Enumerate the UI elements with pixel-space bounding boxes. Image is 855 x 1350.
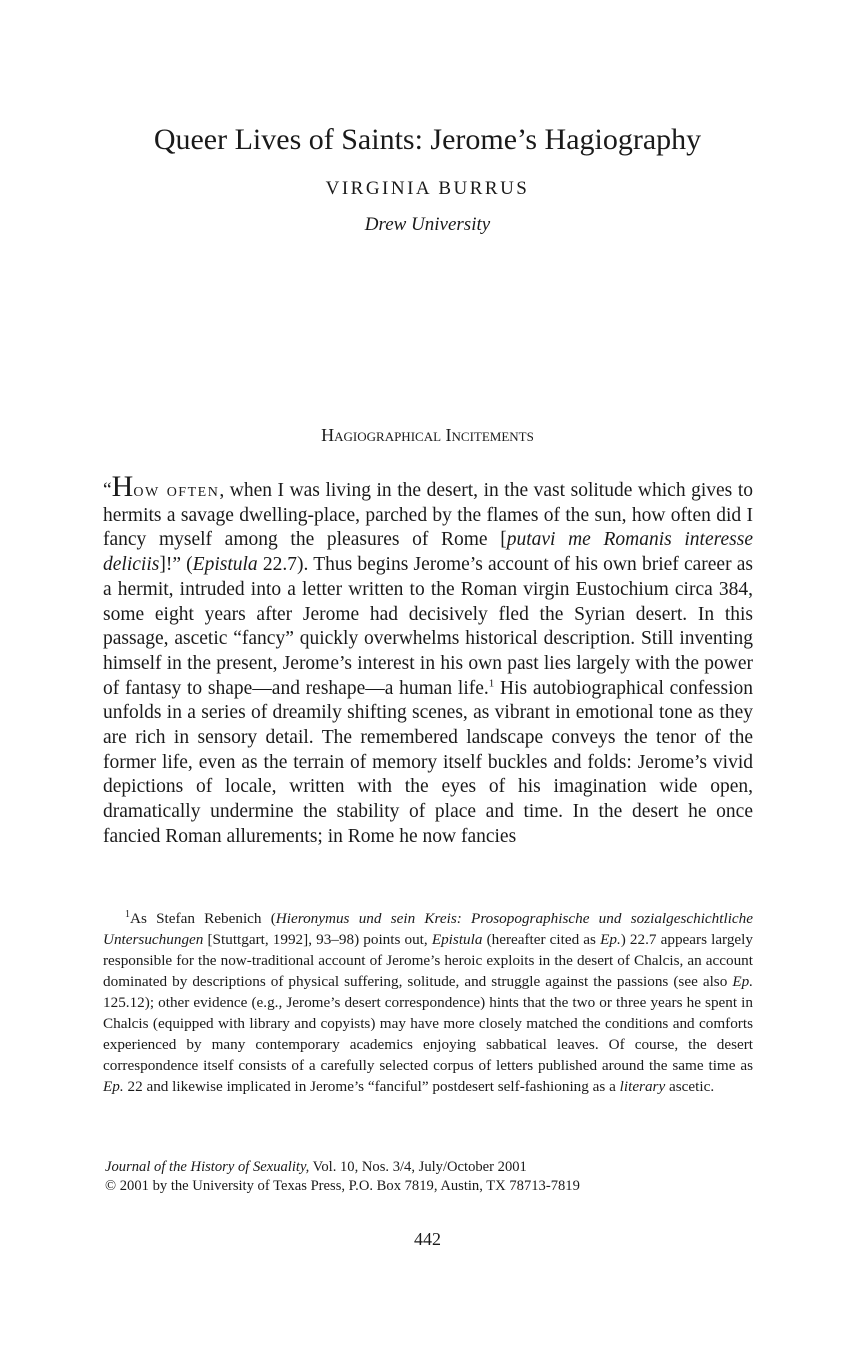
footnote-text: 125.12); other evidence (e.g., Jerome’s desert correspondence) hints that the two or three years he spent in Chalcis (equipped with library and copyists) may have more closely matched the conditions and comforts experienced by many contemporary academics enjoying sabbatical leaves. Of course, the desert correspondence itself consists of a carefully selected corpus of letters published around the same time as (103, 994, 753, 1074)
footnote-text: 22 and likewise implicated in Jerome’s “fanciful” postdesert self-fashioning as a (123, 1078, 620, 1095)
journal-details: Vol. 10, Nos. 3/4, July/October 2001 (309, 1159, 527, 1175)
body-paragraph (103, 470, 753, 850)
footnote-marker[interactable]: 1 (488, 677, 495, 690)
footnote-text: ascetic. (665, 1078, 715, 1095)
cited-work-title: Ep. (103, 1078, 124, 1095)
footnote (103, 908, 753, 1097)
body-text-segment: ]!” ( (159, 554, 193, 576)
footnote-text: ) 22.7 appears largely responsible for the now-traditional account of Jerome’s heroic exploits in the desert of Chalcis, an account dominated by descriptions of physical suffering, solitude, and struggle against the passions (see also (103, 931, 753, 990)
section-heading: Hagiographical Incitements (321, 425, 534, 445)
journal-citation (105, 1158, 755, 1177)
footnote-text: (hereafter cited as (482, 931, 601, 948)
body-text-segment: , when I was living in the desert, in the vast solitude which gives to hermits a savage dwelling-place, parched by the flames of the sun, how often did I fancy myself among the pleasures of Rome [ (103, 480, 753, 551)
cited-work-title: Ep. (600, 931, 621, 948)
footnote-number: 1 (125, 908, 130, 920)
footnote-text: As Stefan Rebenich ( (130, 910, 276, 927)
body-text-segment: His autobiographical confession unfolds in a series of dreamily shifting scenes, as vibrant in emotional tone as they are rich in sensory detail. The remembered landscape conveys the tenor of the former life, even as the terrain of memory itself buckles and folds: Jerome’s vivid depictions of locale, written with the eyes of his imagination wide open, dramatically undermine the stability of place and time. In the desert he once fancied Roman allurements; in Rome he now fancies (103, 677, 753, 847)
cited-work-title: Hieronymus und sein Kreis: Prosopographische und sozialgeschichtliche Untersuchungen (103, 910, 754, 948)
drop-letter: H (111, 470, 134, 503)
cited-work-title: Epistula (431, 931, 483, 948)
copyright-line: © 2001 by the University of Texas Press, P.O. Box 7819, Austin, TX 78713-7819 (105, 1178, 580, 1194)
page-number: 442 (414, 1229, 441, 1249)
author-name: VIRGINIA BURRUS (325, 178, 530, 199)
body-text-segment: 22.7). Thus begins Jerome’s account of his own brief career as a hermit, intruded into a letter written to the Roman virgin Eustochium circa 384, some eight years after Jerome had decisively fled the Syrian desert. In this passage, ascetic “fancy” quickly overwhelms historical description. Still inventing himself in the present, Jerome’s interest in his own past lies largely with the power of fantasy to shape—and reshape—a human life. (103, 554, 753, 699)
article-title: Queer Lives of Saints: Jerome’s Hagiography (153, 123, 702, 156)
journal-info (105, 1158, 755, 1196)
author-affiliation: Drew University (364, 214, 491, 235)
cited-work-title: Ep. (732, 973, 753, 990)
latin-quote: putavi me Romanis interesse deliciis (103, 529, 753, 576)
footnote-emphasis: literary (619, 1078, 666, 1095)
footnote-text: [Stuttgart, 1992], 93–98) points out, (203, 931, 432, 948)
open-quote: “ (103, 480, 112, 501)
journal-name: Journal of the History of Sexuality, (105, 1159, 310, 1175)
smallcaps-lead: ow often (133, 480, 220, 501)
work-title: Epistula (192, 554, 258, 576)
